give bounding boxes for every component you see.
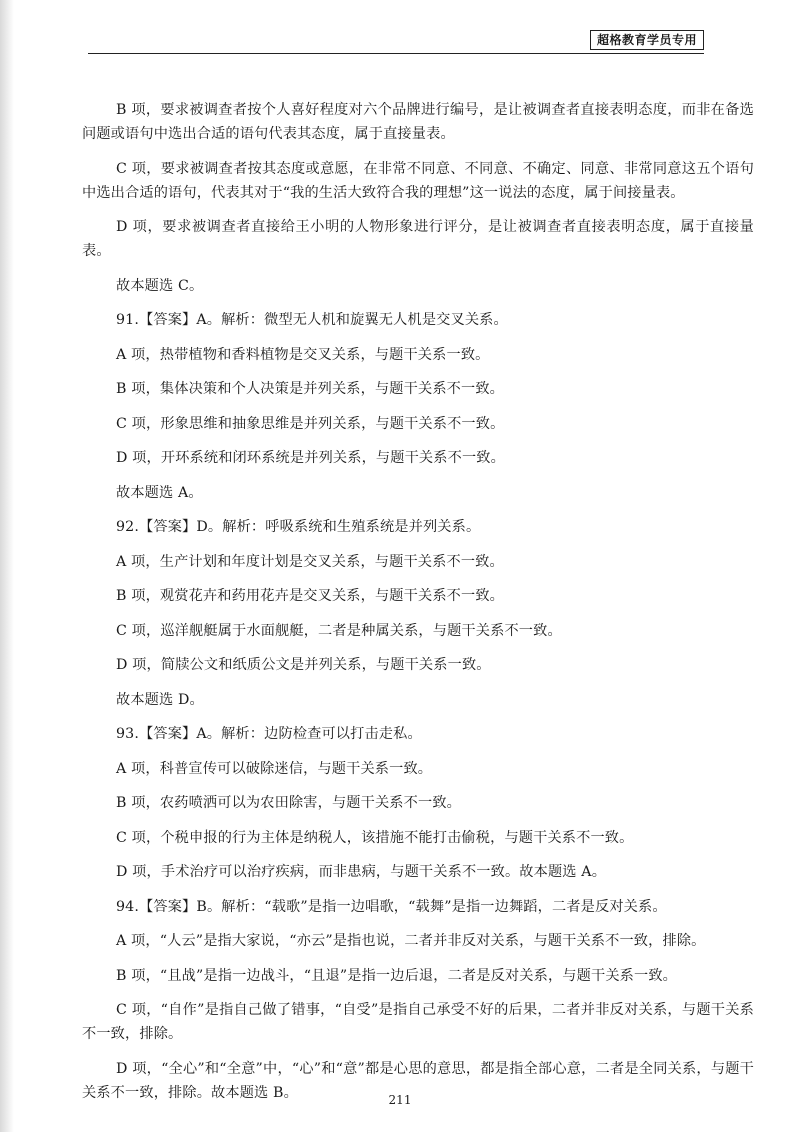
option-c-q94: C 项，“自作”是指自己做了错事，“自受”是指自己承受不好的后果，二者并非反对关系，与题干关系不一致，排除。 [82, 1002, 754, 1042]
option-d-q92: D 项，简牍公文和纸质公文是并列关系，与题干关系一致。 [116, 657, 491, 673]
option-d-q93: D 项，手术治疗可以治疗疾病，而非患病，与题干关系不一致。故本题选 A。 [116, 864, 607, 880]
paragraph-d-item-q90: D 项，要求被调查者直接给王小明的人物形象进行评分，是让被调查者直接表明态度，属于直接量表。 [82, 219, 754, 259]
answer-q92: 92.【答案】D。解析：呼吸系统和生殖系统是并列关系。 [116, 519, 481, 535]
conclusion-q90: 故本题选 C。 [116, 277, 204, 294]
conclusion-q92: 故本题选 D。 [116, 691, 204, 708]
option-d-q91: D 项，开环系统和闭环系统是并列关系，与题干关系不一致。 [116, 450, 505, 466]
option-a-q94: A 项，“人云”是指大家说，“亦云”是指也说，二者并非反对关系，与题干关系不一致，排除。 [116, 933, 706, 949]
option-b-q94: B 项，“且战”是指一边战斗，“且退”是指一边后退，二者是反对关系，与题干关系一致。 [116, 967, 678, 984]
answer-q93: 93.【答案】A。解析：边防检查可以打击走私。 [116, 726, 422, 742]
option-c-q91: C 项，形象思维和抽象思维是并列关系，与题干关系不一致。 [116, 415, 505, 432]
header-rule [88, 53, 704, 54]
option-c-q92: C 项，巡洋舰艇属于水面舰艇，二者是种属关系，与题干关系不一致。 [116, 622, 562, 639]
answer-explanations [82, 98, 754, 1115]
option-d-q94: D 项，“全心”和“全意”中，“心”和“意”都是心思的意思，都是指全部心意，二者是全同关系，与题干关系不一致，排除。故本题选 B。 [82, 1060, 754, 1101]
header-stamp: 超格教育学员专用 [590, 30, 704, 50]
option-a-q91: A 项，热带植物和香料植物是交叉关系，与题干关系一致。 [116, 346, 490, 363]
paragraph-c-item-q90: C 项，要求被调查者按其态度或意愿，在非常不同意、不同意、不确定、同意、非常同意这五个语句中选出合适的语句，代表其对于“我的生活大致符合我的理想”这一说法的态度，属于间接量表。 [82, 160, 754, 201]
page-edge-shadow [0, 0, 14, 1132]
option-b-q92: B 项，观赏花卉和药用花卉是交叉关系，与题干关系不一致。 [116, 588, 505, 604]
paragraph-b-item-q90: B 项，要求被调查者按个人喜好程度对六个品牌进行编号，是让被调查者直接表明态度，而非在备选问题或语句中选出合适的语句代表其态度，属于直接量表。 [82, 102, 754, 142]
answer-q94: 94.【答案】B。解析：“载歌”是指一边唱歌，“载舞”是指一边舞蹈，二者是反对关系。 [116, 898, 667, 915]
page-number: 211 [388, 1093, 412, 1107]
option-b-q93: B 项，农药喷洒可以为农田除害，与题干关系不一致。 [116, 795, 461, 811]
conclusion-q91: 故本题选 A。 [116, 484, 203, 501]
option-c-q93: C 项，个税申报的行为主体是纳税人，该措施不能打击偷税，与题干关系不一致。 [116, 829, 634, 846]
option-a-q92: A 项，生产计划和年度计划是交叉关系，与题干关系不一致。 [116, 553, 504, 570]
option-a-q93: A 项，科普宣传可以破除迷信，与题干关系一致。 [116, 760, 433, 777]
option-b-q91: B 项，集体决策和个人决策是并列关系，与题干关系不一致。 [116, 381, 505, 397]
answer-q91: 91.【答案】A。解析：微型无人机和旋翼无人机是交叉关系。 [116, 312, 508, 328]
